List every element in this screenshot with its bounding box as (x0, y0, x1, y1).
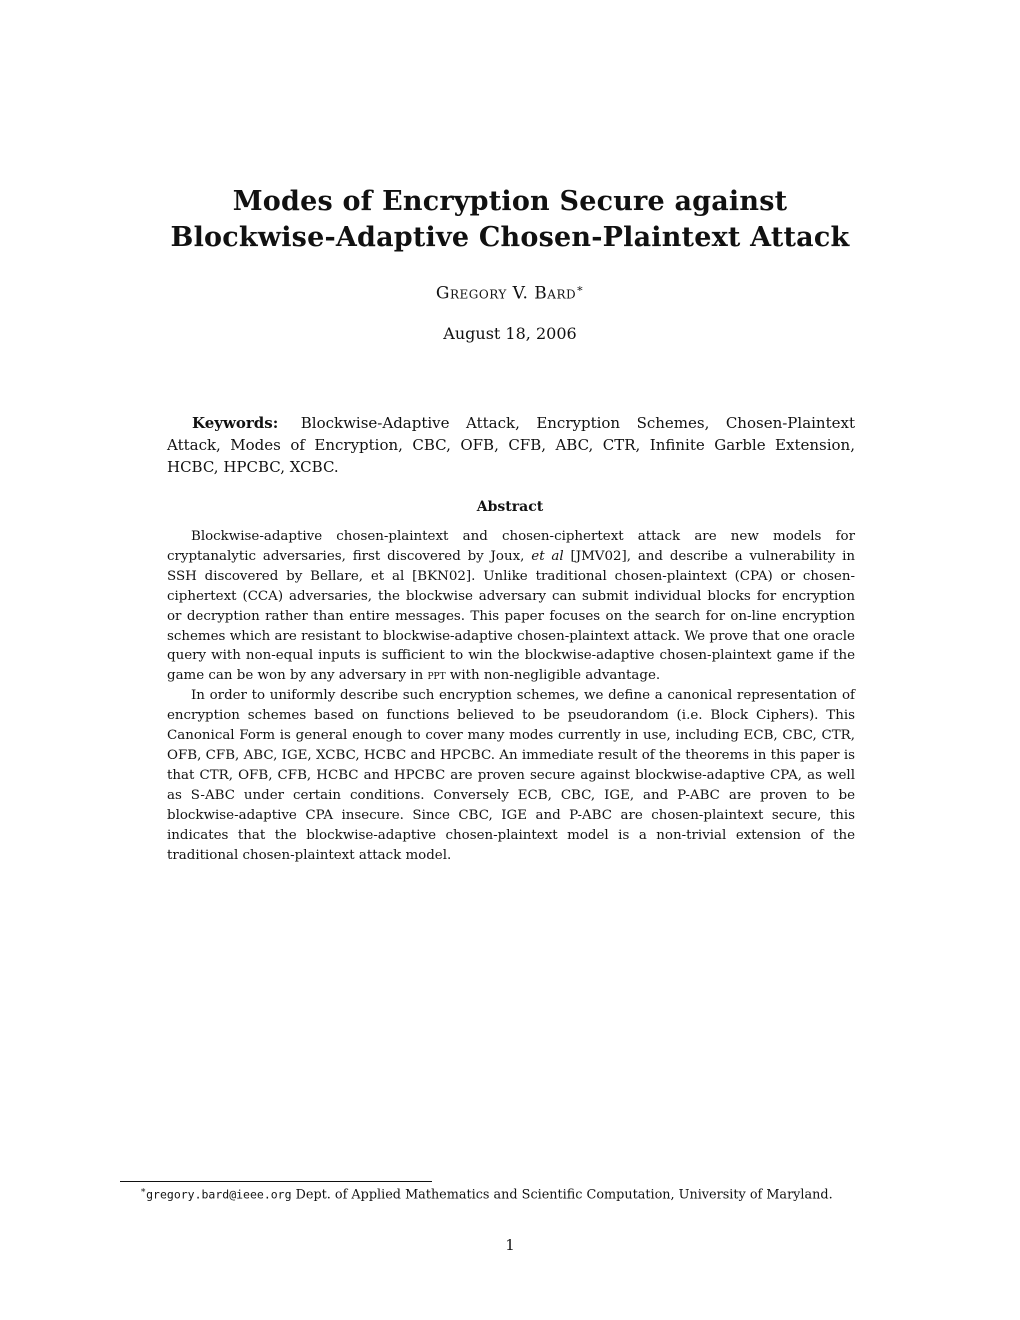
author-name: Gregory V. Bard (435, 283, 577, 304)
author-footnote-mark: ∗ (576, 282, 585, 295)
abstract-p1-part-a: Blockwise-adaptive chosen-plaintext and chosen-ciphertext attack are new models for cryptanalytic adversaries, first discovered by Joux, (167, 529, 855, 564)
abstract-p1-part-c: with non-negligible advantage. (449, 668, 661, 684)
footnote-email: gregory.bard@ieee.org (146, 1187, 292, 1202)
keywords-text: Blockwise-Adaptive Attack, Encryption Schemes, Chosen-Plaintext Attack, Modes of Encryption, CBC, OFB, CFB, ABC, CTR, Infinite Garble Extension, HCBC, HPCBC, XCBC. (167, 414, 855, 476)
paper-title (0, 184, 1020, 256)
footnote-mark: ∗ (140, 1186, 147, 1196)
abstract-body (167, 527, 855, 865)
keywords-paragraph (167, 412, 855, 478)
abstract-paragraph-2: In order to uniformly describe such encryption schemes, we define a canonical representation of encryption schemes based on functions believed to be pseudorandom (i.e. Block Ciphers). This Canonical Form is general enough to cover many modes currently in use, including ECB, CBC, CTR, OFB, CFB, ABC, IGE, XCBC, HCBC and HPCBC. An immediate result of the theorems in this paper is that CTR, OFB, CFB, HCBC and HPCBC are proven secure against blockwise-adaptive CPA, as well as S-ABC under certain conditions. Conversely ECB, CBC, IGE, and P-ABC are proven to be blockwise-adaptive CPA insecure. Since CBC, IGE and P-ABC are chosen-plaintext secure, this indicates that the blockwise-adaptive chosen-plaintext model is a non-trivial extension of the traditional chosen-plaintext attack model. (167, 688, 855, 863)
footnote-affiliation: Dept. of Applied Mathematics and Scientific Computation, University of Maryland. (295, 1187, 833, 1203)
footnote-rule (120, 1181, 432, 1182)
title-line-1: Modes of Encryption Secure against (232, 186, 788, 217)
abstract-p1-etal: et al (531, 548, 564, 564)
author-line (0, 282, 1020, 304)
abstract-paragraph-1 (167, 527, 855, 686)
title-line-2: Blockwise-Adaptive Chosen-Plaintext Attack (170, 222, 850, 253)
publication-date: August 18, 2006 (443, 324, 577, 343)
keywords-label: Keywords: (192, 414, 279, 432)
abstract-p1-part-b: [JMV02], and describe a vulnerability in SSH discovered by Bellare, et al [BKN02]. Unlike traditional chosen-plaintext (CPA) or chosen-ciphertext (CCA) adversaries, the blockwise adversary can submit individual blocks for encryption or decryption rather than entire messages. This paper focuses on the search for on-line encryption schemes which are resistant to blockwise-adaptive chosen-plaintext attack. We prove that one oracle query with non-equal inputs is sufficient to win the blockwise-adaptive chosen-plaintext game if the game can be won by any adversary in (167, 548, 855, 684)
footnote (140, 1186, 920, 1202)
page-number: 1 (505, 1236, 515, 1254)
abstract-p1-ppt: ppt (427, 668, 446, 684)
abstract-heading: Abstract (476, 499, 544, 515)
